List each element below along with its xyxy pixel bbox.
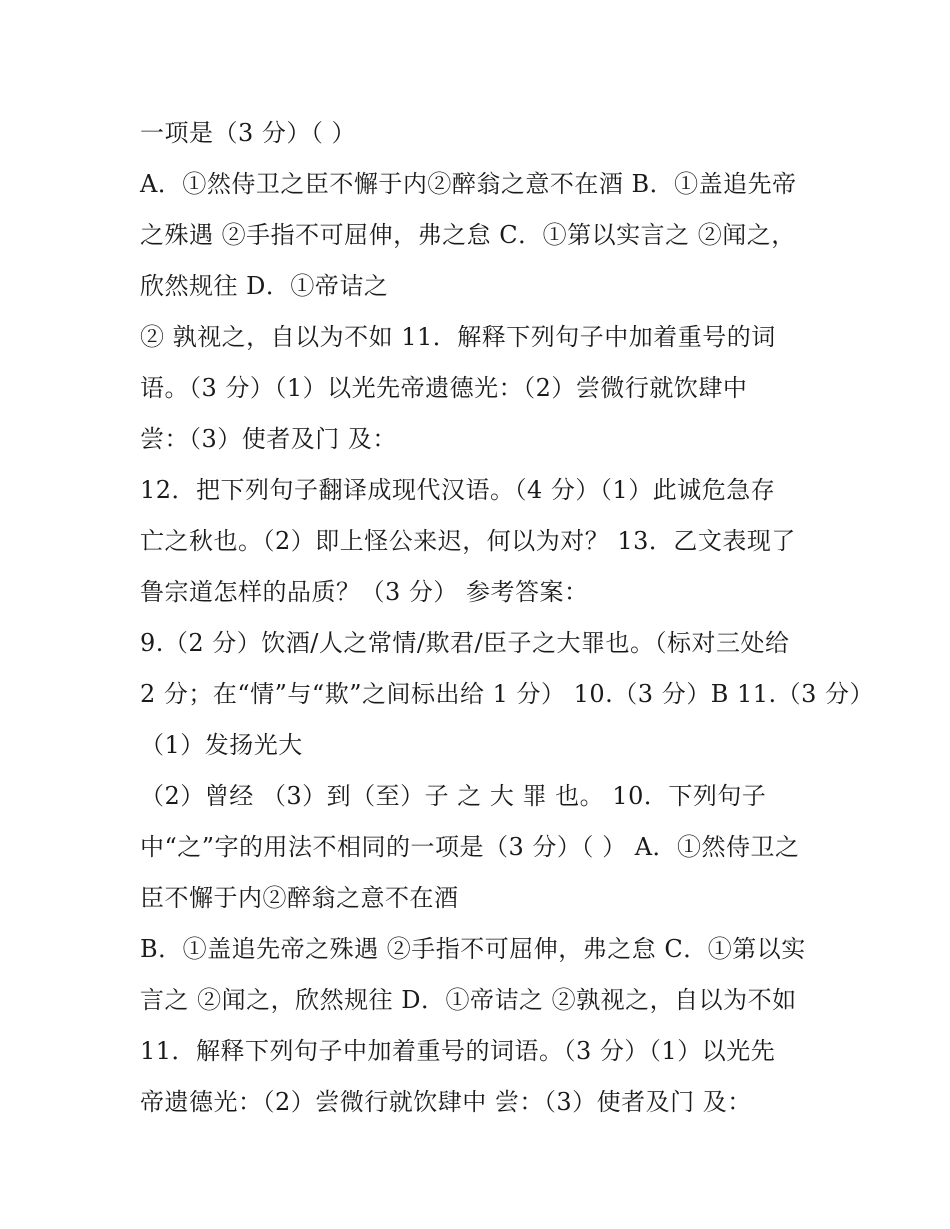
text-line: 尝：（3）使者及门 及： (140, 425, 397, 453)
text-line: （1）发扬光大 (140, 731, 303, 759)
text-line: 一项是（3 分）（ ） (140, 119, 357, 147)
text-line: 9.（2 分）饮酒/人之常情/欺君/臣子之大罪也。（标对三处给 (140, 629, 790, 657)
text-line: 中“之”字的用法不相同的一项是（3 分）（ ） A．①然侍卫之 (140, 833, 800, 861)
text-line: 欣然规往 D．①帝诘之 (140, 272, 389, 300)
text-line: A．①然侍卫之臣不懈于内②醉翁之意不在酒 B．①盖追先帝 (140, 170, 797, 198)
text-line: 臣不懈于内②醉翁之意不在酒 (140, 884, 459, 912)
text-line: 帝遗德光：（2）尝微行就饮肆中 尝：（3）使者及门 及： (140, 1088, 752, 1116)
text-line: 语。（3 分）（1）以光先帝遗德光：（2）尝微行就饮肆中 (140, 374, 748, 402)
text-line: 亡之秋也。（2）即上怪公来迟，何以为对？ 13．乙文表现了 (140, 527, 796, 555)
text-line: ② 孰视之，自以为不如 11．解释下列句子中加着重号的词 (140, 323, 776, 351)
text-line: 11．解释下列句子中加着重号的词语。（3 分）（1）以光先 (140, 1037, 776, 1065)
text-line: 言之 ②闻之，欣然规往 D．①帝诘之 ②孰视之，自以为不如 (140, 986, 797, 1014)
text-line: 2 分；在“情”与“欺”之间标出给 1 分） 10.（3 分）B 11.（3 分） (140, 680, 875, 708)
text-line: 鲁宗道怎样的品质？（3 分） 参考答案： (140, 578, 589, 606)
text-line: （2）曾经 （3）到（至）子 之 大 罪 也。 10．下列句子 (140, 782, 767, 810)
text-line: 12．把下列句子翻译成现代汉语。（4 分）（1）此诚危急存 (140, 476, 776, 504)
text-line: B．①盖追先帝之殊遇 ②手指不可屈伸，弗之怠 C．①第以实 (140, 935, 806, 963)
document-body (140, 108, 875, 1128)
text-line: 之殊遇 ②手指不可屈伸，弗之怠 C．①第以实言之 ②闻之， (140, 221, 796, 249)
